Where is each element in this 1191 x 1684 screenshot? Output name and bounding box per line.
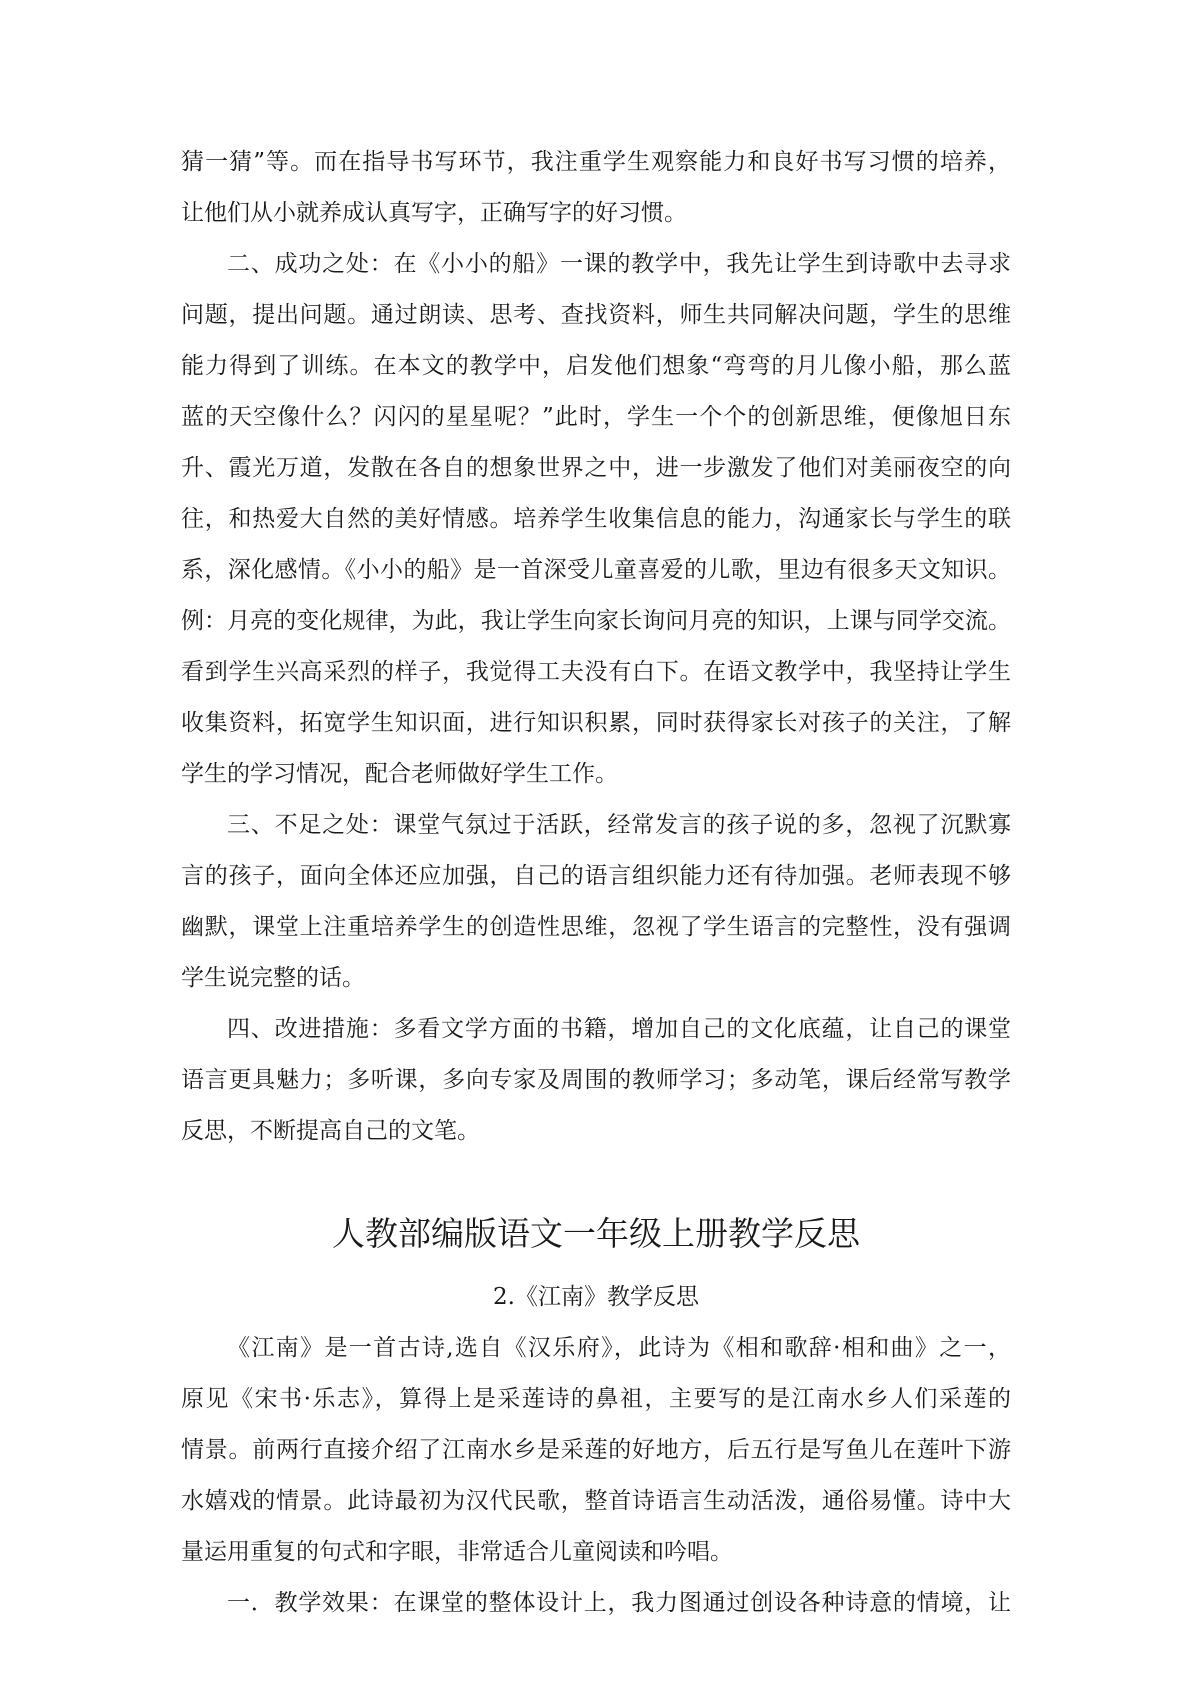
paragraph-line: 原见《宋书·乐志》，算得上是采莲诗的鼻祖，主要写的是江南水乡人们采莲的 [181, 1386, 1011, 1412]
paragraph-line: 水嬉戏的情景。此诗最初为汉代民歌，整首诗语言生动活泼，通俗易懂。诗中大 [181, 1488, 1011, 1514]
paragraph-line: 往，和热爱大自然的美好情感。培养学生收集信息的能力，沟通家长与学生的联 [181, 506, 1011, 532]
paragraph-line: 四、改进措施：多看文学方面的书籍，增加自己的文化底蕴，让自己的课堂 [227, 1016, 1011, 1042]
paragraph-line: 例：月亮的变化规律，为此，我让学生向家长询问月亮的知识，上课与同学交流。 [181, 608, 1011, 634]
paragraph-line: 升、霞光万道，发散在各自的想象世界之中，进一步激发了他们对美丽夜空的向 [181, 455, 1011, 481]
paragraph-line: 《江南》是一首古诗,选自《汉乐府》，此诗为《相和歌辞·相和曲》之一， [227, 1335, 1011, 1361]
paragraph-line: 言的孩子，面向全体还应加强，自己的语言组织能力还有待加强。老师表现不够 [181, 863, 1011, 889]
paragraph-line: 学生说完整的话。 [181, 965, 365, 991]
paragraph-line: 蓝的天空像什么？闪闪的星星呢？”此时，学生一个个的创新思维，便像旭日东 [181, 404, 1011, 430]
paragraph-line: 幽默，课堂上注重培养学生的创造性思维，忽视了学生语言的完整性，没有强调 [181, 914, 1011, 940]
paragraph-line: 情景。前两行直接介绍了江南水乡是采莲的好地方，后五行是写鱼儿在莲叶下游 [181, 1437, 1011, 1463]
document-title: 人教部编版语文一年级上册教学反思 [332, 1214, 860, 1253]
paragraph-line: 看到学生兴高采烈的样子，我觉得工夫没有白下。在语文教学中，我坚持让学生 [181, 659, 1011, 685]
document-body [181, 137, 1011, 1629]
paragraph-line: 猜一猜”等。而在指导书写环节，我注重学生观察能力和良好书写习惯的培养， [181, 149, 1011, 175]
paragraph-line: 能力得到了训练。在本文的教学中，启发他们想象“弯弯的月儿像小船，那么蓝 [181, 353, 1011, 379]
paragraph-line: 三、不足之处：课堂气氛过于活跃，经常发言的孩子说的多，忽视了沉默寡 [227, 812, 1011, 838]
paragraph-line: 量运用重复的句式和字眼，非常适合儿童阅读和吟唱。 [181, 1539, 733, 1565]
paragraph-line: 学生的学习情况，配合老师做好学生工作。 [181, 761, 618, 787]
reflection-part-two [181, 1323, 1011, 1629]
paragraph-line: 系，深化感情。《小小的船》是一首深受儿童喜爱的儿歌，里边有很多天文知识。 [181, 557, 1011, 583]
reflection-part-one [181, 137, 1011, 1157]
paragraph-line: 让他们从小就养成认真写字，正确写字的好习惯。 [181, 200, 687, 226]
paragraph-line: 二、成功之处：在《小小的船》一课的教学中，我先让学生到诗歌中去寻求 [227, 251, 1011, 277]
paragraph-line: 语言更具魅力；多听课，多向专家及周围的教师学习；多动笔，课后经常写教学 [181, 1067, 1011, 1093]
paragraph-line: 收集资料，拓宽学生知识面，进行知识积累，同时获得家长对孩子的关注，了解 [181, 710, 1011, 736]
paragraph-line: 问题，提出问题。通过朗读、思考、查找资料，师生共同解决问题，学生的思维 [181, 302, 1011, 328]
lesson-subtitle: 2.《江南》教学反思 [493, 1284, 699, 1310]
paragraph-line: 反思，不断提高自己的文笔。 [181, 1118, 480, 1144]
paragraph-line: 一．教学效果：在课堂的整体设计上，我力图通过创设各种诗意的情境，让 [227, 1590, 1011, 1616]
